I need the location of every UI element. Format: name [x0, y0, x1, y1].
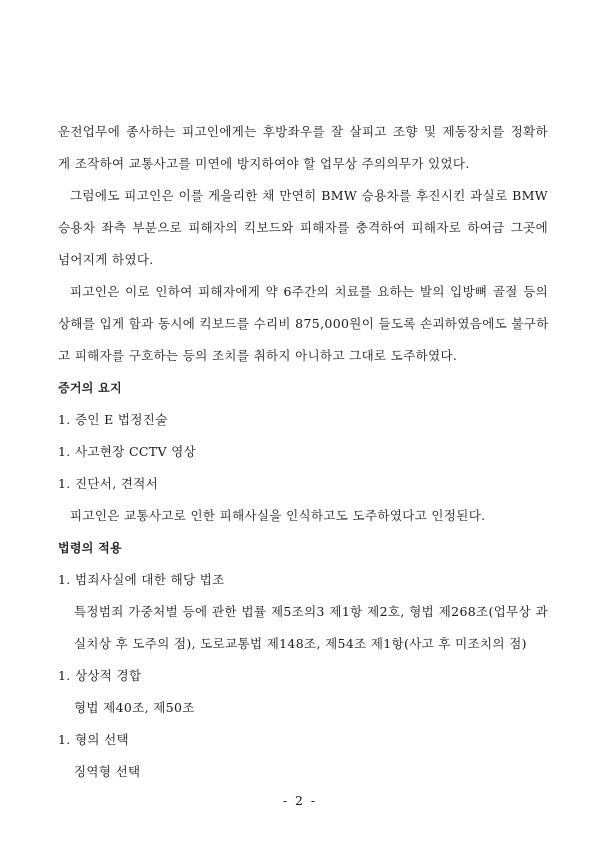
evidence-heading: 증거의 요지 [58, 381, 122, 395]
law-section-title: 1. 범죄사실에 대한 해당 법조 [58, 572, 225, 587]
page-number: - 2 - [282, 793, 318, 808]
paragraph-line: 고 피해자를 구호하는 등의 조치를 취하지 아니하고 그대로 도주하였다. [58, 348, 458, 363]
paragraph-line: 승용차 좌측 부분으로 피해자의 킥보드와 피해자를 충격하여 피해자로 하여금 그곳에 [58, 220, 548, 235]
evidence-item: 1. 사고현장 CCTV 영상 [58, 444, 197, 459]
paragraph-line: 넘어지게 하였다. [58, 252, 154, 267]
law-heading: 법령의 적용 [58, 541, 122, 555]
paragraph-line: 상해를 입게 함과 동시에 킥보드를 수리비 875,000원이 들도록 손괴하였음에도 불구하 [58, 316, 549, 331]
evidence-item: 1. 증인 E 법정진술 [58, 412, 168, 427]
law-section-body: 특정범죄 가중처벌 등에 관한 법률 제5조의3 제1항 제2호, 형법 제268조(업무상 과 [74, 604, 548, 619]
paragraph-line: 운전업무에 종사하는 피고인에게는 후방좌우를 잘 살피고 조향 및 제동장치를 정확하 [58, 124, 548, 139]
paragraph-line: 게 조작하여 교통사고를 미연에 방지하여야 할 업무상 주의의무가 있었다. [58, 156, 470, 171]
law-section-body: 실치상 후 도주의 점), 도로교통법 제148조, 제54조 제1항(사고 후 미조치의 점) [74, 636, 527, 651]
paragraph-line: 그럼에도 피고인은 이를 게을리한 채 만연히 BMW 승용차를 후진시킨 과실로 BMW [70, 188, 548, 203]
law-section-body: 징역형 선택 [74, 764, 141, 779]
evidence-conclusion: 피고인은 교통사고로 인한 피해사실을 인식하고도 도주하였다고 인정된다. [70, 508, 486, 523]
law-section-title: 1. 형의 선택 [58, 732, 129, 747]
evidence-item: 1. 진단서, 견적서 [58, 476, 159, 491]
law-section-body: 형법 제40조, 제50조 [74, 700, 195, 715]
law-section-title: 1. 상상적 경합 [58, 668, 142, 683]
paragraph-line: 피고인은 이로 인하여 피해자에게 약 6주간의 치료를 요하는 발의 입방뼈 골절 등의 [70, 284, 548, 299]
